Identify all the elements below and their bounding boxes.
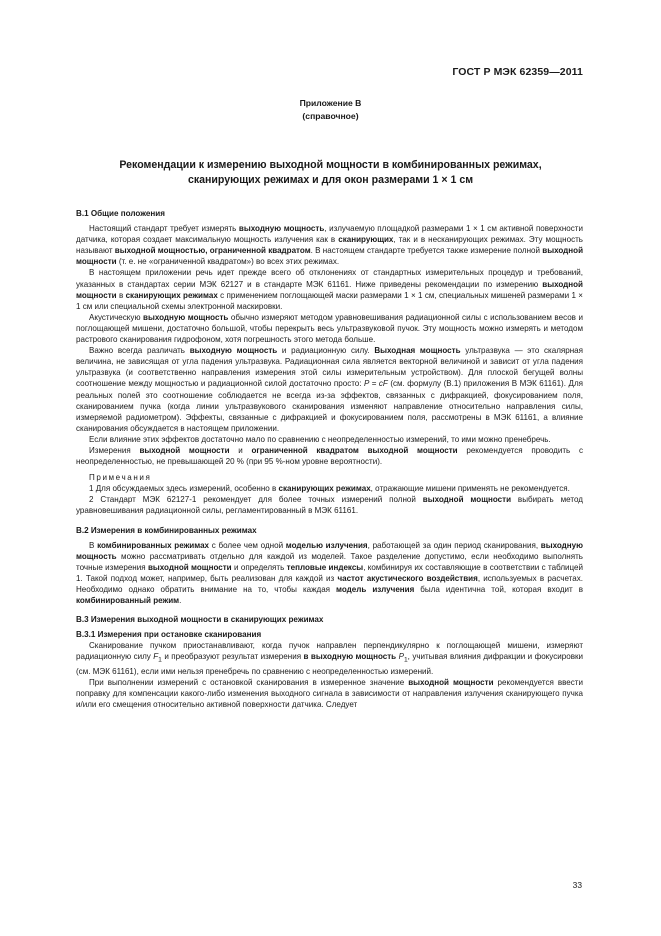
section-heading-b3: В.3 Измерения выходной мощности в сканирующих режимах <box>76 615 324 625</box>
paragraph-b1-1: Настоящий стандарт требует измерять выходную мощность, излучаемую площадкой размерами 1 × 1 см активной поверхности датчика, которая создает максимальную мощность излучения как в сканирующих, так и в несканирующих режимах. Эту мощность называют выходной мощностью, ограниченной квадратом. В настоящем стандарте требуется также измерение полной выходной мощности (т. е. не «ограниченной квадратом») во всех этих режимах. <box>76 224 584 267</box>
paragraph-b2-1: В комбинированных режимах с более чем одной моделью излучения, работающей за один период сканирования, выходную мощность можно рассматривать отдельно для каждой из моделей. Такое разделение допустимо, если необходимо выполнять точные измерения выходной мощности и определять тепловые индексы, комбинируя их составляющие в соответствии с таблицей 1. Такой подход может, например, быть реализован для каждой из частот акустического воздействия, используемых в расчетах. Необходимо однако обратить внимание на то, чтобы каждая модель излучения была идентична той, которая входит в комбинированный режим. <box>76 540 584 606</box>
notes-heading: Примечания <box>89 473 152 483</box>
annex-title-line-1: Рекомендации к измерению выходной мощности в комбинированных режимах, <box>119 159 542 171</box>
paragraph-b1-2: В настоящем приложении речь идет прежде всего об отклонениях от стандартных измерительных процедур и требований, указанных в стандартах серии МЭК 62127 и в стандарте МЭК 61161. Ниже приведены рекомендации по измерению выходной мощности в сканирующих режимах с применением поглощающей маски размерами 1 × 1 см, специальных мишеней размерами 1 × 1 см или специальной схемы электронной маскировки. <box>76 268 584 311</box>
section-heading-b1: В.1 Общие положения <box>76 209 165 218</box>
note-2: 2 Стандарт МЭК 62127-1 рекомендует для более точных измерений полной выходной мощности выбирать метод уравновешивания радиационной силы, регламентированный в МЭК 61161. <box>76 495 583 516</box>
paragraph-b3-2: При выполнении измерений с остановкой сканирования в измеренное значение выходной мощности рекомендуется ввести поправку для компенсации какого-либо изменения выходного сигнала в зависимости от направления излучения сканирующего пучка и/или его смещения относительно активной поверхности датчика. Следует <box>76 678 583 710</box>
section-heading-b2: В.2 Измерения в комбинированных режимах <box>76 525 257 535</box>
annex-kind: (справочное) <box>302 111 359 121</box>
document-code: ГОСТ Р МЭК 62359—2011 <box>452 66 583 78</box>
subsection-heading-b3-1: В.3.1 Измерения при остановке сканирования <box>76 630 262 640</box>
paragraph-b1-4: Важно всегда различать выходную мощность и радиационную силу. Выходная мощность ультразвука — это скалярная величина, не зависящая от угла падения ультразвука. Радиационная сила является векторной величиной и зависит от угла падения ультразвука (и соответственно направления измерения этой силы измерительным устройством). Для плоской бегущей волны соотношение между мощностью и радиационной силой достаточно просто: P = cF (см. формулу (В.1) приложения В МЭК 61161). Для реальных полей это соотношение соблюдается не всегда из-за эффектов, связанных с дифракцией, фокусированием поля, сканированием пучка (когда линии ультразвукового сканирования изменяют направление относительно направления силы, измеряемой радиометром). Эффекты, связанные с дифракцией и фокусированием поля, рассмотрены в МЭК 61161, а влияние сканирования обсуждается в настоящем приложении. <box>76 346 584 433</box>
annex-title-line-2: сканирующих режимах и для окон размерами 1 × 1 см <box>187 174 474 186</box>
document-body <box>76 208 583 711</box>
paragraph-b1-5: Если влияние этих эффектов достаточно мало по сравнению с неопределенностью измерений, то ими можно пренебречь. <box>89 434 551 444</box>
note-1: 1 Для обсуждаемых здесь измерений, особенно в сканирующих режимах, отражающие мишени применять не рекомендуется. <box>89 484 570 494</box>
annex-label: Приложение В <box>299 98 362 108</box>
paragraph-b1-3: Акустическую выходную мощность обычно измеряют методом уравновешивания радиационной силы с использованием весов и поглощающей мишени, достаточно большой, чтобы перекрыть весь ультразвуковой пучок. Эту мощность можно измерять и методом растрового сканирования гидрофоном, хотя погрешность этого метода больше. <box>76 312 583 345</box>
page-number: 33 <box>572 880 582 890</box>
paragraph-b3-1: Сканирование пучком приостанавливают, когда пучок направлен перпендикулярно к поглощающей мишени, измеряют радиационную силу $F_1$ и преобразуют результат измерения в выходную мощность $P_1$, учитывая влияния дифракции и фокусировки (см. МЭК 61161), если ими нельзя пренебречь по сравнению с неопределенностью измерений. <box>76 641 583 677</box>
paragraph-b1-6: Измерения выходной мощности и ограниченной квадратом выходной мощности рекомендуется проводить с неопределенностью, не превышающей 20 % (при 95 %-ном уровне вероятности). <box>76 445 583 467</box>
